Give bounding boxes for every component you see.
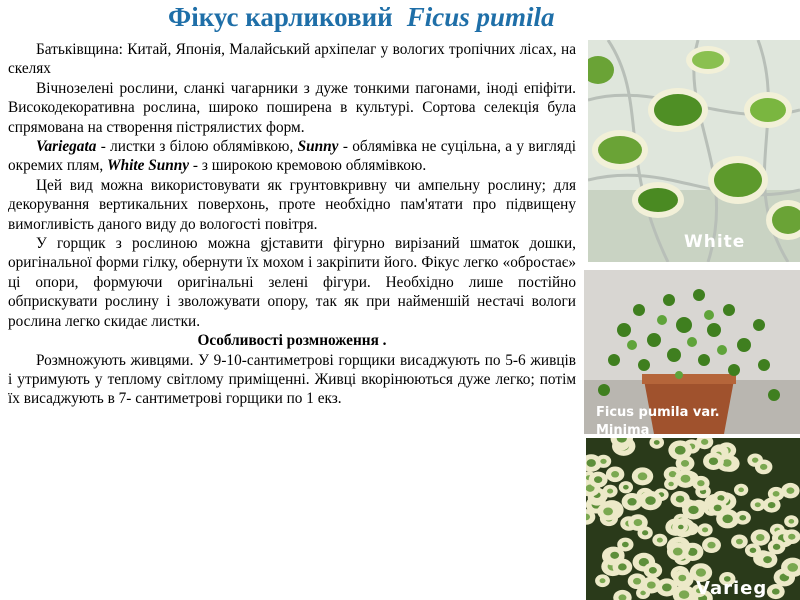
photo-minima-caption-line1: Ficus pumila var. bbox=[596, 405, 720, 420]
variety-variegata-text: - листки з білою облямівкою, bbox=[96, 138, 298, 156]
paragraph-support: У горщик з рослиною можна gjставити фігурно вирізаний шматок дошки, оригінальної форми гілку, обернути їх мохом і закріпити його. Фікус легко «обростає» ці опори, формуючи оригінальні зелені фігури. Необхідно лише постійно обприскувати рослину і зволожувати опору, так як при найменшій нестачі вологи рослина легко скидає листки. bbox=[8, 235, 576, 330]
paragraph-description: Вічнозелені рослини, сланкі чагарники з дуже тонкими пагонами, іноді епіфіти. Висoкодекоративна рослина, широко поширена в культурі. Сортова селекція була спрямована на створення пістрялистих форм. bbox=[8, 79, 576, 136]
variety-sunny-text: - облямівка не суцільна, а у вигляді окремих плям, bbox=[8, 138, 576, 175]
photo-variegata bbox=[586, 438, 800, 600]
page-title bbox=[168, 2, 638, 38]
photo-white-sunny bbox=[588, 40, 800, 262]
photo-white-sunny-image bbox=[588, 40, 800, 262]
variety-variegata: Variegata bbox=[36, 138, 97, 156]
title-latin: Ficus pumila bbox=[406, 2, 555, 32]
photo-white-sunny-caption: White bbox=[684, 232, 746, 252]
section-heading-propagation: Особливості розмноження . bbox=[197, 332, 387, 350]
variety-white-sunny: White Sunny bbox=[107, 157, 190, 175]
paragraph-varieties bbox=[8, 137, 576, 176]
article-body bbox=[8, 40, 576, 409]
photo-minima-caption bbox=[596, 404, 720, 434]
variety-white-sunny-text: - з широкою кремовою облямівкою. bbox=[189, 157, 427, 175]
photo-variegata-image bbox=[586, 438, 800, 600]
variety-sunny: Sunny bbox=[297, 138, 339, 156]
paragraph-propagation: Розмножують живцями. У 9-10-сантиметрові горщики висаджують по 5-6 живців і утримують у теплому світлому приміщенні. Живці вкорінюються дуже легко; потім їх висаджують в 7- сантиметрові горщики по 1 екз. bbox=[8, 351, 576, 408]
paragraph-origin: Батьківщина: Китай, Японія, Малайський архіпелаг у вологих тропічних лісах, на скелях bbox=[8, 41, 576, 78]
photo-minima-caption-line2: Minima bbox=[596, 423, 650, 434]
title-ukrainian: Фікус карликовий bbox=[168, 2, 393, 32]
photo-variegata-caption: Varieg bbox=[696, 578, 768, 599]
paragraph-usage: Цей вид можна використовувати як грунтовкривну чи ампельну рослину; для декорування вертикальних поверхонь, проте необхідно пам'ятати про підвищену вимогливість даного виду до вологості повітря. bbox=[8, 176, 576, 233]
photo-minima bbox=[584, 270, 800, 434]
